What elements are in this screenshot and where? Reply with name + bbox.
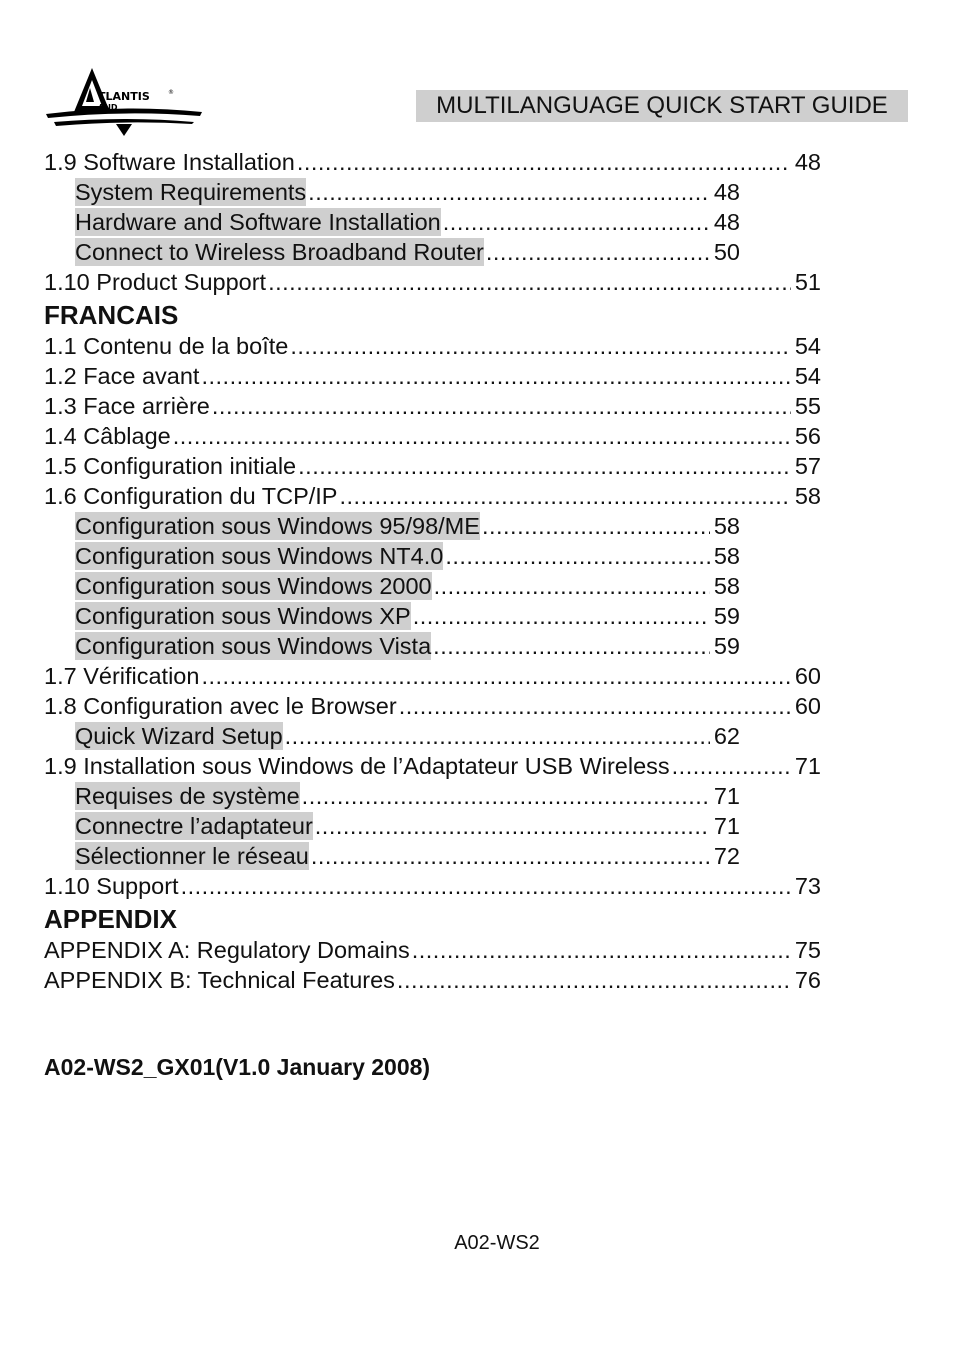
toc-dot-leader [482,512,710,540]
toc-dot-leader [302,782,710,810]
toc-entry-label: 1.9 Software Installation [44,149,295,175]
toc-section-heading: FRANCAIS [44,300,179,330]
toc-entry-label: APPENDIX A: Regulatory Domains [44,937,410,963]
toc-dot-leader [486,238,710,266]
page-footer: A02-WS2 [454,1232,540,1254]
toc-entry[interactable] [44,660,821,690]
toc-page-number: 58 [794,483,821,509]
toc-dot-leader [201,662,791,690]
toc-entry-label: System Requirements [75,179,307,205]
toc-entry[interactable] [44,450,821,480]
table-of-contents [44,146,824,994]
toc-page-number: 58 [713,513,740,539]
toc-page-number: 57 [794,453,821,479]
toc-entry-label: 1.10 Support [44,873,179,899]
toc-dot-leader [445,542,710,570]
toc-dot-leader [181,872,791,900]
toc-page-number: 71 [794,753,821,779]
toc-entry-label: 1.10 Product Support [44,269,267,295]
toc-dot-leader [399,692,791,720]
toc-sub-entry[interactable] [75,570,740,600]
toc-page-number: 62 [713,723,740,749]
toc-entry-label: 1.1 Contenu de la boîte [44,333,289,359]
version-label: A02-WS2_GX01(V1.0 January 2008) [44,1054,431,1080]
toc-sub-entry[interactable] [75,810,740,840]
toc-entry-label: 1.5 Configuration initiale [44,453,297,479]
toc-entry[interactable] [44,146,821,176]
toc-entry-label: Configuration sous Windows NT4.0 [75,543,444,569]
toc-page-number: 48 [713,209,740,235]
toc-entry-label: Configuration sous Windows Vista [75,633,432,659]
toc-page-number: 48 [794,149,821,175]
toc-dot-leader [340,482,792,510]
toc-dot-leader [173,422,791,450]
toc-section-heading: APPENDIX [44,904,177,934]
toc-page-number: 58 [713,543,740,569]
toc-page-number: 60 [794,663,821,689]
toc-entry-label: 1.8 Configuration avec le Browser [44,693,397,719]
toc-entry-label: 1.6 Configuration du TCP/IP [44,483,338,509]
toc-sub-entry[interactable] [75,630,740,660]
toc-entry-label: 1.7 Vérification [44,663,200,689]
toc-entry-label: 1.9 Installation sous Windows de l’Adaptateur USB Wireless [44,753,670,779]
toc-page-number: 59 [713,633,740,659]
toc-page-number: 56 [794,423,821,449]
toc-dot-leader [413,602,710,630]
toc-entry[interactable] [44,390,821,420]
toc-page-number: 58 [713,573,740,599]
toc-page-number: 71 [713,783,740,809]
toc-page-number: 73 [794,873,821,899]
toc-dot-leader [311,842,710,870]
toc-entry[interactable] [44,360,821,390]
toc-dot-leader [212,392,791,420]
toc-entry[interactable] [44,964,821,994]
svg-text:AND: AND [98,103,118,112]
toc-page-number: 76 [794,967,821,993]
toc-page-number: 48 [713,179,740,205]
toc-page-number: 55 [794,393,821,419]
toc-entry[interactable] [44,330,821,360]
toc-dot-leader [672,752,791,780]
toc-sub-entry[interactable] [75,540,740,570]
toc-dot-leader [268,268,791,296]
toc-dot-leader [201,362,791,390]
toc-entry[interactable] [44,870,821,900]
toc-sub-entry[interactable] [75,176,740,206]
toc-page-number: 71 [713,813,740,839]
toc-page-number: 59 [713,603,740,629]
toc-entry-label: Configuration sous Windows 95/98/ME [75,513,480,539]
toc-dot-leader [290,332,791,360]
toc-dot-leader [397,966,791,994]
svg-text:®: ® [168,89,174,96]
toc-page-number: 51 [794,269,821,295]
toc-entry-label: Requises de système [75,783,300,809]
toc-page-number: 75 [794,937,821,963]
toc-entry-label: Connectre l’adaptateur [75,813,313,839]
toc-page-number: 54 [794,333,821,359]
toc-dot-leader [285,722,710,750]
toc-dot-leader [412,936,791,964]
toc-entry[interactable] [44,750,821,780]
toc-entry[interactable] [44,266,821,296]
toc-page-number: 72 [713,843,740,869]
toc-dot-leader [443,208,710,236]
toc-entry-label: 1.2 Face avant [44,363,200,389]
svg-text:TLANTIS: TLANTIS [98,90,150,103]
toc-sub-entry[interactable] [75,840,740,870]
toc-entry-label: Hardware and Software Installation [75,209,441,235]
toc-entry-label: Configuration sous Windows 2000 [75,573,432,599]
toc-entry[interactable] [44,690,821,720]
toc-dot-leader [434,572,710,600]
toc-sub-entry[interactable] [75,236,740,266]
toc-dot-leader [315,812,710,840]
toc-dot-leader [297,148,791,176]
toc-page-number: 60 [794,693,821,719]
toc-sub-entry[interactable] [75,720,740,750]
toc-entry-label: Connect to Wireless Broadband Router [75,239,484,265]
toc-entry-label: 1.3 Face arrière [44,393,210,419]
toc-entry[interactable] [44,934,821,964]
toc-page-number: 54 [794,363,821,389]
toc-entry[interactable] [44,420,821,450]
atlantis-land-logo [44,66,204,138]
toc-entry-label: Sélectionner le réseau [75,843,309,869]
toc-entry-label: APPENDIX B: Technical Features [44,967,395,993]
toc-sub-entry[interactable] [75,600,740,630]
toc-sub-entry[interactable] [75,780,740,810]
toc-entry-label: Configuration sous Windows XP [75,603,411,629]
guide-title: MULTILANGUAGE QUICK START GUIDE [416,90,908,122]
toc-page-number: 50 [713,239,740,265]
toc-dot-leader [308,178,710,206]
toc-entry-label: Quick Wizard Setup [75,723,283,749]
toc-sub-entry[interactable] [75,510,740,540]
toc-entry[interactable] [44,480,821,510]
toc-dot-leader [298,452,791,480]
toc-sub-entry[interactable] [75,206,740,236]
toc-entry-label: 1.4 Câblage [44,423,171,449]
toc-dot-leader [433,632,710,660]
